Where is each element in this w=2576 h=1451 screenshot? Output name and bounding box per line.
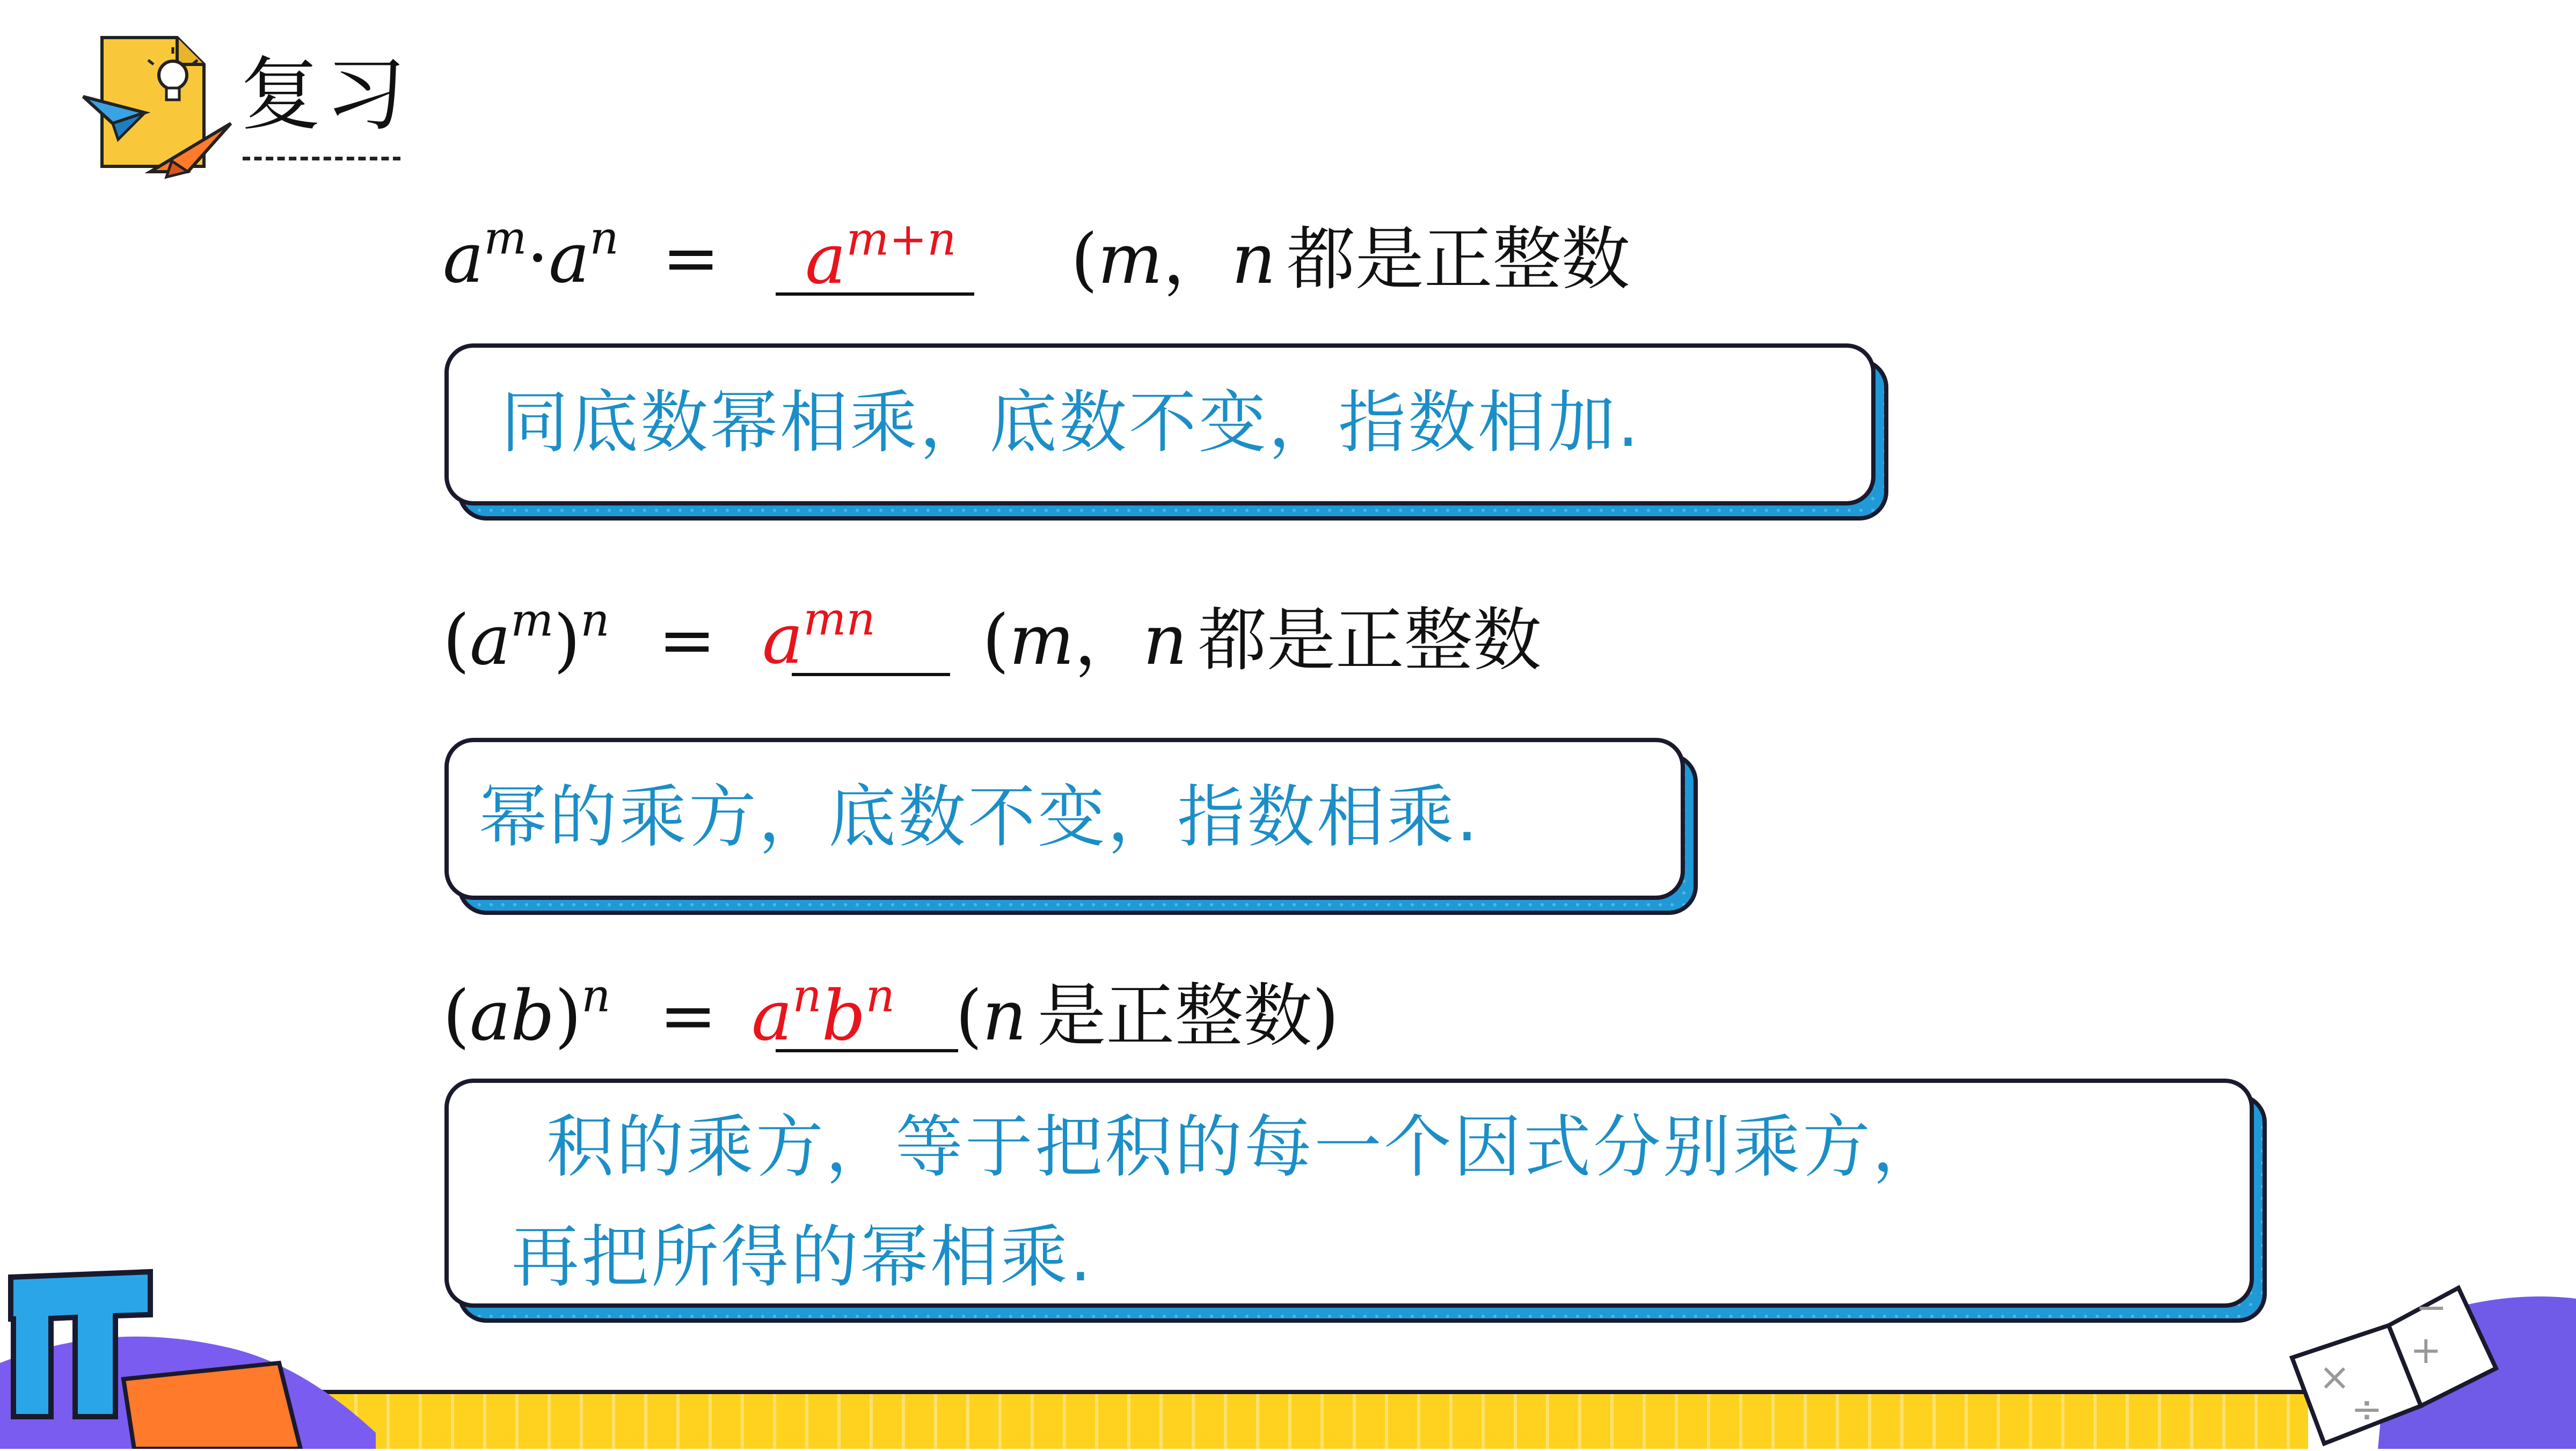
formula-exponent: n: [589, 211, 619, 265]
formula-equals: =: [662, 218, 720, 298]
pi-decoration-icon: [0, 1256, 376, 1449]
formula-equals: =: [659, 976, 717, 1056]
rule-text-line-1: 积的乘方，等于把积的每一个因式分别乘方，: [546, 1108, 1942, 1186]
formula-paren: (: [443, 600, 470, 680]
answer-base: b: [821, 976, 866, 1056]
formula-term: a: [469, 600, 511, 680]
answer-base: a: [762, 599, 804, 679]
condition-var: n: [1231, 219, 1276, 299]
section-title: 复习: [240, 48, 411, 142]
formula-product-rule: [443, 211, 720, 298]
condition-power-rule: [982, 600, 1542, 680]
footer-bar: [322, 1394, 2308, 1449]
condition-text: 是正整数: [1037, 976, 1312, 1056]
answer-exponent: m+n: [846, 212, 957, 266]
formula-term: a: [443, 218, 484, 298]
condition-paren: (: [1071, 219, 1098, 299]
formula-term: ab: [469, 976, 555, 1056]
title-underline: [243, 157, 400, 160]
condition-separator: ，: [1074, 600, 1143, 680]
answer-product-power-rule: [751, 969, 895, 1056]
rule-box-power: [444, 738, 1698, 915]
rule-box-product-power: [444, 1079, 2267, 1323]
formula-equals: =: [658, 600, 716, 680]
condition-var: m: [1097, 219, 1163, 299]
condition-product-rule: [1071, 219, 1630, 299]
answer-product-rule: [805, 212, 957, 299]
condition-paren: (: [982, 600, 1009, 680]
condition-paren: ): [1312, 976, 1339, 1056]
book-decoration-icon: [2281, 1266, 2576, 1449]
formula-dot: ·: [527, 218, 549, 298]
rule-text-line-2: 再把所得的幂相乘.: [512, 1218, 1094, 1296]
book-symbol: −: [2416, 1285, 2447, 1329]
book-symbol: +: [2410, 1328, 2442, 1372]
condition-text: 都是正整数: [1286, 219, 1630, 299]
answer-power-rule: [762, 592, 875, 679]
formula-paren: ): [553, 600, 581, 680]
answer-exponent: n: [792, 969, 822, 1022]
answer-exponent: n: [865, 969, 895, 1022]
condition-var: m: [1009, 600, 1075, 680]
answer-base: a: [751, 976, 793, 1056]
formula-paren: ): [554, 976, 582, 1056]
answer-exponent: mn: [803, 592, 875, 646]
condition-var: n: [1143, 600, 1187, 680]
formula-exponent: m: [484, 211, 527, 265]
formula-exponent: n: [580, 593, 610, 647]
formula-paren: (: [443, 976, 470, 1056]
book-symbol: ÷: [2351, 1387, 2383, 1431]
rule-text: 同底数幂相乘，底数不变，指数相加.: [501, 383, 1641, 462]
condition-product-power-rule: [955, 976, 1339, 1056]
condition-text: 都是正整数: [1198, 600, 1542, 680]
formula-power-rule: [443, 593, 716, 680]
answer-base: a: [805, 219, 846, 299]
condition-var: n: [982, 976, 1027, 1056]
rule-text: 幂的乘方，底数不变，指数相乘.: [479, 778, 1480, 856]
idea-note-icon: [81, 32, 242, 182]
rule-box-product: [444, 343, 1888, 521]
condition-paren: (: [955, 976, 982, 1056]
condition-separator: ，: [1163, 219, 1232, 299]
formula-exponent: m: [510, 593, 554, 647]
formula-term: a: [549, 218, 590, 298]
book-symbol: ×: [2319, 1355, 2351, 1399]
formula-exponent: n: [581, 969, 611, 1022]
formula-product-power-rule: [443, 969, 717, 1056]
